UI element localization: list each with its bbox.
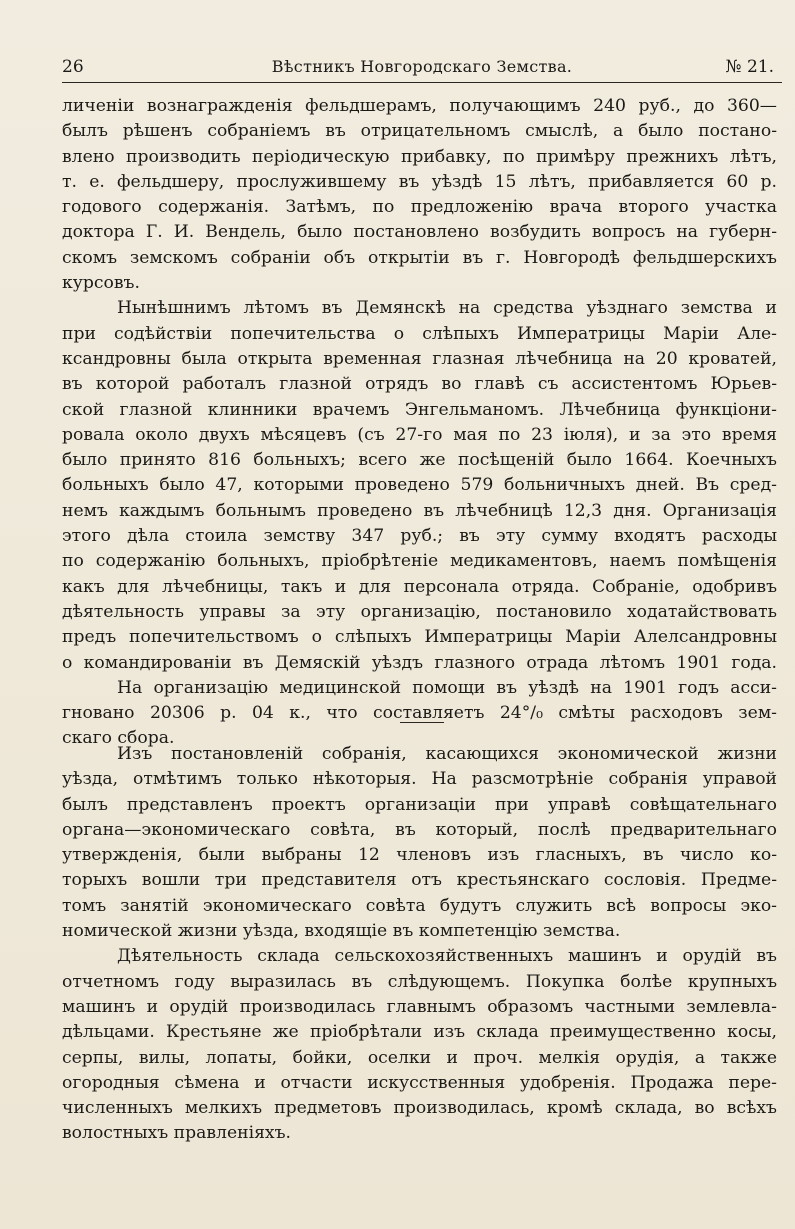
text-line: дѣльцами. Крестьяне же пріобрѣтали изъ склада преимущественно косы, xyxy=(62,1022,777,1043)
text-line: курсовъ. xyxy=(62,273,140,294)
text-line: волостныхъ правленіяхъ. xyxy=(62,1123,292,1144)
text-line: больныхъ было 47, которыми проведено 579 больничныхъ дней. Въ сред- xyxy=(62,475,777,496)
text-line: т. е. фельдшеру, прослужившему въ уѣздѣ 15 лѣтъ, прибавляется 60 р. xyxy=(62,171,777,192)
text-line: На организацію медицинской помощи въ уѣздѣ на 1901 годъ асси- xyxy=(117,677,777,698)
text-line: машинъ и орудій производилась главнымъ образомъ частными землевла- xyxy=(62,996,777,1017)
text-line: влено производить періодическую прибавку, по примѣру прежнихъ лѣтъ, xyxy=(62,146,777,167)
text-line: органа—экономическаго совѣта, въ который, послѣ предварительнаго xyxy=(62,819,777,840)
header-rule xyxy=(62,82,782,83)
text-line: дѣятельность управы за эту организацію, постановило ходатайствовать xyxy=(62,601,777,622)
text-line: немъ каждымъ больнымъ проведено въ лѣчебницѣ 12,3 дня. Организація xyxy=(62,500,777,521)
text-line: Дѣятельность склада сельскохозяйственныхъ машинъ и орудій въ xyxy=(117,946,777,967)
issue-number: № 21. xyxy=(725,57,774,77)
text-line: былъ представленъ проектъ организаціи при управѣ совѣщательнаго xyxy=(62,794,777,815)
text-line: Изъ постановленій собранія, касающихся экономической жизни xyxy=(117,744,777,764)
text-line: уѣзда, отмѣтимъ только нѣкоторыя. На разсмотрѣніе собранія управой xyxy=(62,769,777,790)
text-line: годового содержанія. Затѣмъ, по предложенію врача второго участка xyxy=(62,197,777,218)
text-line: отчетномъ году выразилась въ слѣдующемъ. Покупка болѣе крупныхъ xyxy=(62,971,777,992)
text-line: ской глазной клинники врачемъ Энгельманомъ. Лѣчебница функціони- xyxy=(62,399,777,420)
text-line: доктора Г. И. Вендель, было постановлено возбудить вопросъ на губерн- xyxy=(62,222,777,243)
text-line: огородныя сѣмена и отчасти искусственныя удобренія. Продажа пере- xyxy=(62,1072,777,1093)
page-number: 26 xyxy=(62,57,84,77)
text-line: утвержденія, были выбраны 12 членовъ изъ гласныхъ, въ число ко- xyxy=(62,845,777,866)
text-line: номической жизни уѣзда, входящіе въ компетенцію земства. xyxy=(62,921,621,942)
text-line: скаго сбора. xyxy=(62,728,175,749)
text-line: серпы, вилы, лопаты, бойки, оселки и проч. мелкія орудія, а также xyxy=(62,1047,777,1068)
section-economic xyxy=(62,742,777,1147)
text-line: предъ попечительствомъ о слѣпыхъ Императрицы Маріи Алелсандровны xyxy=(62,627,777,648)
text-line: этого дѣла стоила земству 347 руб.; въ эту сумму входятъ расходы xyxy=(62,526,777,547)
text-line: по содержанію больныхъ, пріобрѣтеніе медикаментовъ, наемъ помѣщенія xyxy=(62,551,777,572)
text-line: было принято 816 больныхъ; всего же посѣщеній было 1664. Коечныхъ xyxy=(62,450,777,471)
text-line: какъ для лѣчебницы, такъ и для персонала отряда. Собраніе, одобривъ xyxy=(62,576,777,597)
section-divider xyxy=(400,722,444,723)
text-line: въ которой работалъ глазной отрядъ во главѣ съ ассистентомъ Юрьев- xyxy=(62,374,777,395)
journal-title: Вѣстникъ Новгородскаго Земства. xyxy=(271,57,573,76)
section-medical xyxy=(62,94,777,752)
text-line: о командированіи въ Демяскій уѣздъ глазного отрада лѣтомъ 1901 года. xyxy=(62,652,777,673)
running-header xyxy=(62,55,782,87)
text-line: скомъ земскомъ собраніи объ открытіи въ г. Новгородѣ фельдшерскихъ xyxy=(62,247,777,268)
text-line: ровала около двухъ мѣсяцевъ (съ 27-го мая по 23 іюля), и за это время xyxy=(62,424,777,445)
text-line: былъ рѣшенъ собраніемъ въ отрицательномъ смыслѣ, а было постано- xyxy=(62,121,777,142)
text-line: Нынѣшнимъ лѣтомъ въ Демянскѣ на средства уѣзднаго земства и xyxy=(117,298,777,319)
text-line: гновано 20306 р. 04 к., что составляетъ 24°/₀ смѣты расходовъ зем- xyxy=(62,703,777,724)
text-line: при содѣйствіи попечительства о слѣпыхъ Императрицы Маріи Але- xyxy=(62,323,777,344)
text-line: томъ занятій экономическаго совѣта будутъ служить всѣ вопросы эко- xyxy=(62,895,777,916)
text-line: ксандровны была открыта временная глазная лѣчебница на 20 кроватей, xyxy=(62,348,777,369)
text-line: численныхъ мелкихъ предметовъ производилась, кромѣ склада, во всѣхъ xyxy=(62,1098,777,1119)
text-line: торыхъ вошли три представителя отъ крестьянскаго сословія. Предме- xyxy=(62,870,777,891)
text-line: личеніи вознагражденія фельдшерамъ, получающимъ 240 руб., до 360— xyxy=(62,96,777,116)
